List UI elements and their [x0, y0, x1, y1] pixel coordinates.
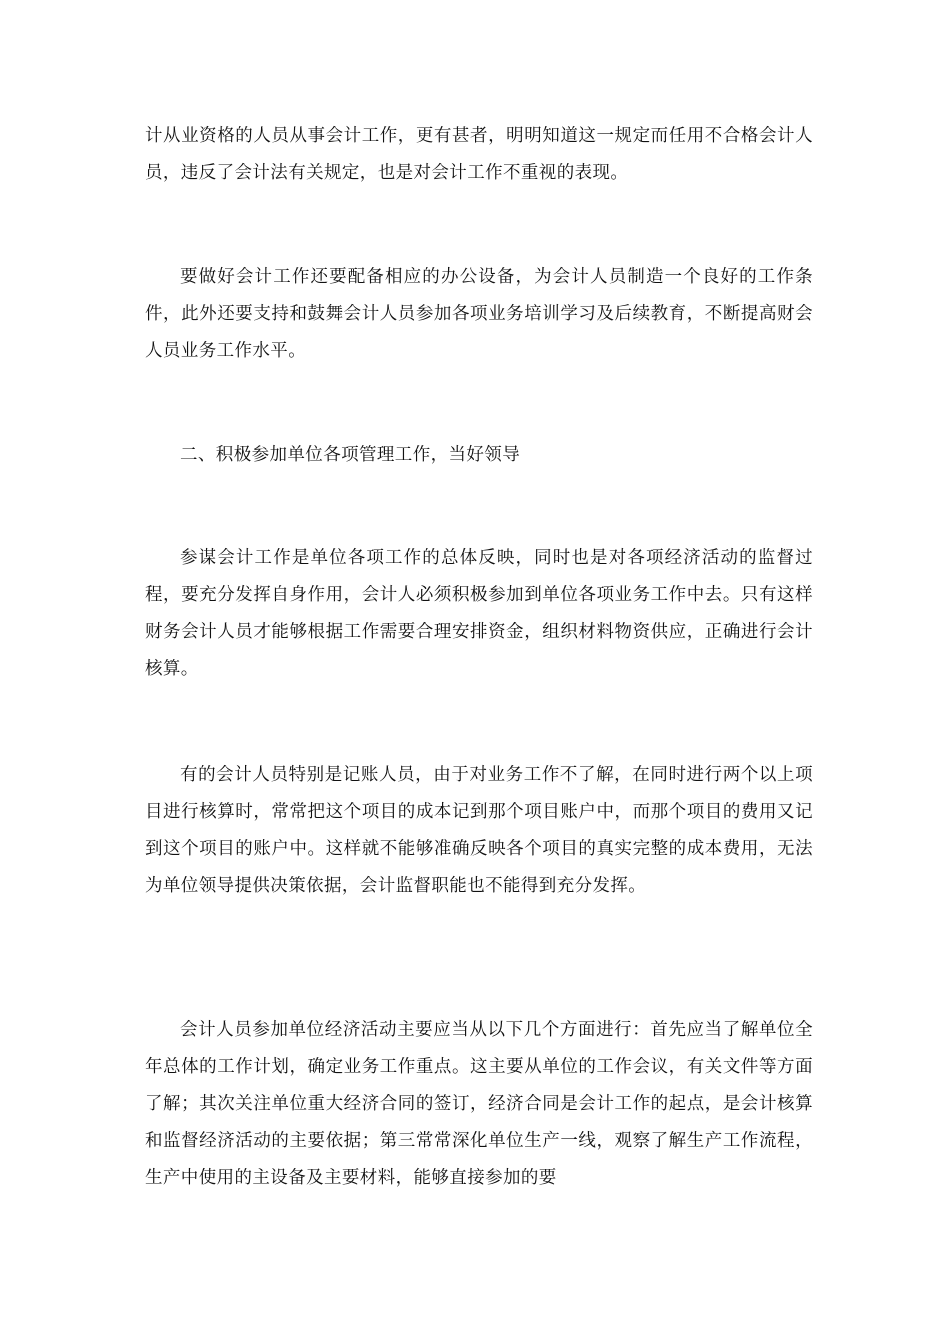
section-heading: 二、积极参加单位各项管理工作，当好领导 — [180, 445, 521, 465]
paragraph-1: 计从业资格的人员从事会计工作，更有甚者，明明知道这一规定而任用不合格会计人员，违反了会计法有关规定，也是对会计工作不重视的表现。 — [145, 126, 813, 183]
paragraph-5: 会计人员参加单位经济活动主要应当从以下几个方面进行：首先应当了解单位全年总体的工作计划，确定业务工作重点。这主要从单位的工作会议，有关文件等方面了解；其次关注单位重大经济合同的签订，经济合同是会计工作的起点，是会计核算和监督经济活动的主要依据；第三常常深化单位生产一线，观察了解生产工作流程，生产中使用的主设备及主要材料，能够直接参加的要 — [145, 1020, 813, 1188]
paragraph-4: 有的会计人员特别是记账人员，由于对业务工作不了解，在同时进行两个以上项目进行核算时，常常把这个项目的成本记到那个项目账户中，而那个项目的费用又记到这个项目的账户中。这样就不能够准确反映各个项目的真实完整的成本费用，无法为单位领导提供决策依据，会计监督职能也不能得到充分发挥。 — [145, 765, 813, 896]
paragraph-3: 参谋会计工作是单位各项工作的总体反映，同时也是对各项经济活动的监督过程，要充分发挥自身作用，会计人必须积极参加到单位各项业务工作中去。只有这样财务会计人员才能够根据工作需要合理安排资金，组织材料物资供应，正确进行会计核算。 — [145, 548, 813, 679]
paragraph-2: 要做好会计工作还要配备相应的办公设备，为会计人员制造一个良好的工作条件，此外还要支持和鼓舞会计人员参加各项业务培训学习及后续教育，不断提高财会人员业务工作水平。 — [145, 267, 813, 361]
